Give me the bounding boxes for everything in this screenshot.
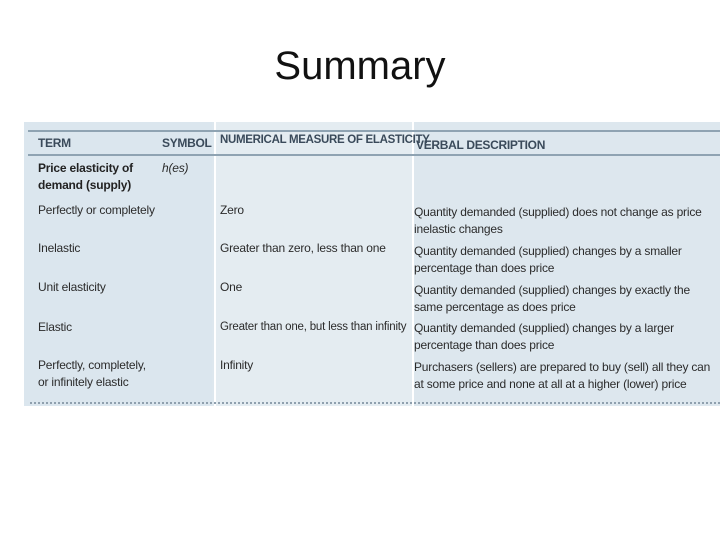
row-2-measure: Greater than zero, less than one: [220, 241, 386, 255]
header-measure: NUMERICAL MEASURE OF ELASTICITY: [220, 134, 430, 146]
slide-title: Summary: [274, 44, 446, 88]
row-4-term: Elastic: [38, 320, 72, 334]
row-2-description: Quantity demanded (supplied) changes by a smaller percentage than does price: [414, 244, 682, 275]
header-rule-top: [28, 130, 720, 132]
row-0-term: Price elasticity of demand (supply): [38, 161, 133, 192]
elasticity-summary-table: [24, 122, 720, 406]
row-5-measure: Infinity: [220, 358, 254, 372]
row-1-term: Perfectly or completely: [38, 203, 155, 217]
row-1-description: Quantity demanded (supplied) does not change as price inelastic changes: [414, 205, 702, 236]
row-3-description: Quantity demanded (supplied) changes by exactly the same percentage as does price: [414, 283, 690, 314]
row-5-description: Purchasers (sellers) are prepared to buy (sell) all they can at some price and none at all at a higher (lower) price: [414, 360, 711, 391]
header-symbol: SYMBOL: [162, 136, 212, 150]
row-4-description: Quantity demanded (supplied) changes by a larger percentage than does price: [414, 321, 674, 352]
row-4-measure: Greater than one, but less than infinity: [220, 321, 407, 333]
table-bottom-dotted-rule: [30, 402, 720, 404]
header-description: VERBAL DESCRIPTION: [416, 138, 546, 152]
row-1-measure: Zero: [220, 203, 244, 217]
row-0-symbol: h(es): [162, 161, 189, 175]
row-2-term: Inelastic: [38, 241, 81, 255]
row-5-term: Perfectly, completely, or infinitely elastic: [38, 358, 146, 389]
header-rule-bottom: [28, 154, 720, 156]
header-term: TERM: [38, 136, 71, 150]
row-3-measure: One: [220, 280, 243, 294]
row-3-term: Unit elasticity: [38, 280, 106, 294]
